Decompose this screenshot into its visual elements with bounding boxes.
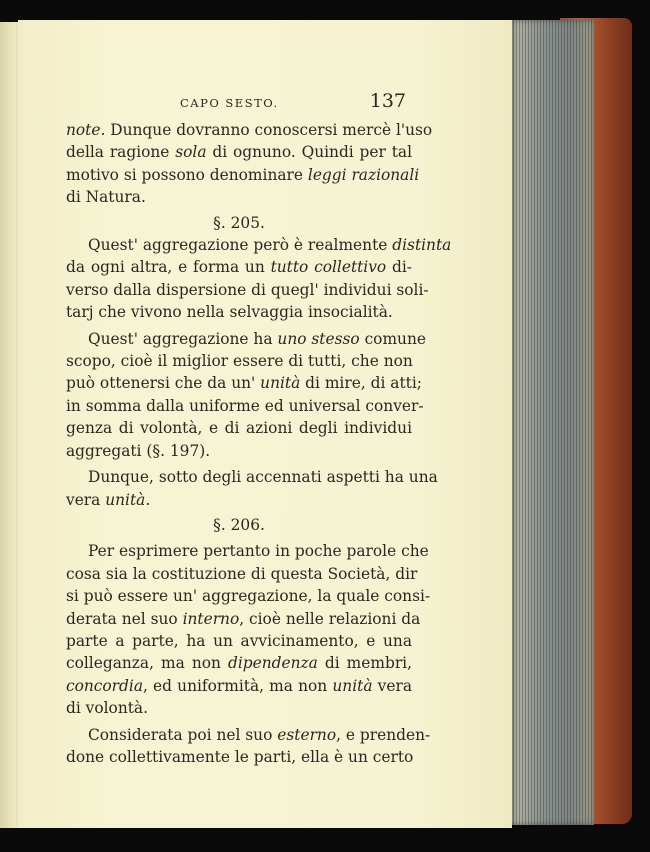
text-line: genza di volontà, e di azioni degli individui	[66, 419, 412, 438]
text-line: da ogni altra, e forma un tutto collettivo di-	[66, 258, 412, 277]
text-line: motivo si possono denominare leggi razionali	[66, 165, 420, 184]
text-line: di volontà.	[66, 699, 148, 718]
text-line: colleganza, ma non dipendenza di membri,	[66, 654, 412, 673]
text-line: scopo, cioè il miglior essere di tutti, che non	[66, 352, 413, 371]
text-line: concordia, ed uniformità, ma non unità vera	[66, 676, 413, 695]
text-line: vera unità.	[66, 490, 151, 509]
text-line: Quest' aggregazione ha uno stesso comune	[88, 329, 426, 348]
text-line: tarj che vivono nella selvaggia insocialità.	[66, 303, 393, 322]
text-line: done collettivamente le parti, ella è un certo	[66, 747, 414, 766]
page-header	[66, 92, 406, 116]
text-line: cosa sia la costituzione di questa Società, dir	[66, 564, 418, 583]
text-line: di Natura.	[66, 188, 146, 207]
text-line: in somma dalla uniforme ed universal conver-	[66, 396, 424, 415]
text-line: della ragione sola di ognuno. Quindi per tal	[66, 143, 413, 162]
text-line: parte a parte, ha un avvicinamento, e una	[66, 631, 412, 650]
text-line: Dunque, sotto degli accennati aspetti ha una	[88, 468, 438, 487]
text-line: Considerata poi nel suo esterno, e prenden-	[88, 725, 431, 744]
book-page	[18, 20, 512, 828]
text-line: Per esprimere pertanto in poche parole che	[88, 542, 429, 561]
section-heading: §. 206.	[213, 515, 265, 534]
section-heading: §. 205.	[213, 213, 265, 232]
page-block-edges	[510, 20, 594, 825]
text-line: derata nel suo interno, cioè nelle relazioni da	[66, 609, 421, 628]
text-line: note. Dunque dovranno conoscersi mercè l'uso	[66, 121, 433, 139]
text-line: si può essere un' aggregazione, la quale consi-	[66, 587, 431, 606]
body-text	[66, 119, 452, 768]
page-number: 137	[369, 90, 406, 112]
text-line: aggregati (§. 197).	[66, 441, 211, 460]
running-head: CAPO SESTO.	[180, 96, 279, 110]
text-line: verso dalla dispersione di quegl' individui soli-	[66, 280, 429, 299]
text-line: può ottenersi che da un' unità di mire, di atti;	[66, 374, 422, 393]
text-line: Quest' aggregazione però è realmente distinta	[88, 236, 452, 255]
